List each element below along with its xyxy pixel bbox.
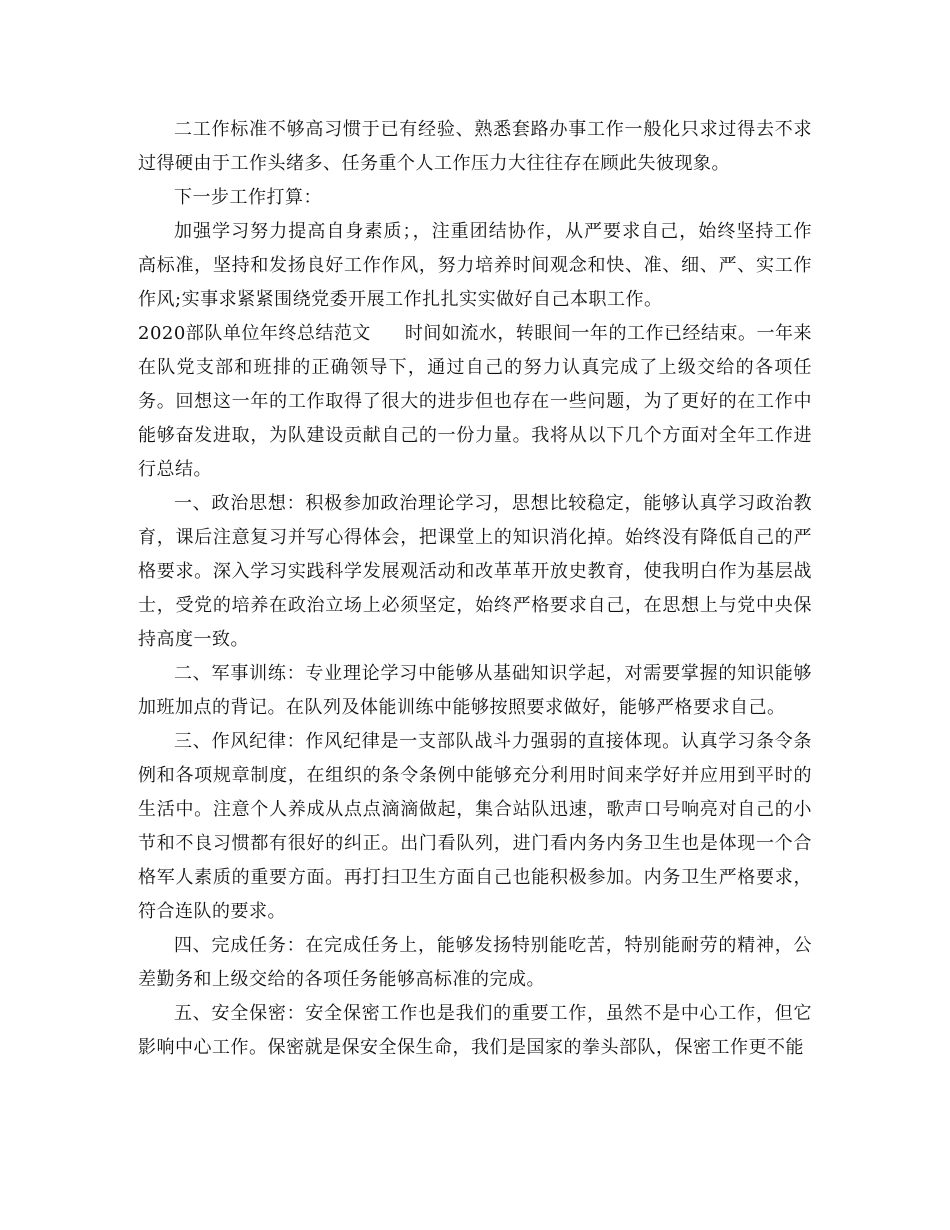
paragraph-discipline: 三、作风纪律：作风纪律是一支部队战斗力强弱的直接体现。认真学习条令条例和各项规章制度，在组织的条令条例中能够充分利用时间来学好并应用到平时的生活中。注意个人养成从点点滴滴做起，集合站队迅速，歌声口号响亮对自己的小节和不良习惯都有很好的纠正。出门看队列，进门看内务内务卫生也是体现一个合格军人素质的重要方面。再打扫卫生方面自己也能积极参加。内务卫生严格要求，符合连队的要求。 — [138, 731, 812, 922]
summary-title: 2020部队单位年终总结范文 — [138, 323, 371, 344]
paragraph-security: 五、安全保密：安全保密工作也是我们的重要工作，虽然不是中心工作，但它影响中心工作。保密就是保安全保生命，我们是国家的拳头部队，保密工作更不能 — [138, 1003, 812, 1058]
paragraph-military-training: 二、军事训练：专业理论学习中能够从基础知识学起，对需要掌握的知识能够加班加点的背记。在队列及体能训练中能够按照要求做好，能够严格要求自己。 — [138, 663, 812, 718]
paragraph-work-standard: 二工作标准不够高习惯于已有经验、熟悉套路办事工作一般化只求过得去不求过得硬由于工作头绪多、任务重个人工作压力大往往存在顾此失彼现象。 — [138, 119, 812, 174]
paragraph-political-thought: 一、政治思想：积极参加政治理论学习，思想比较稳定，能够认真学习政治教育，课后注意复习并写心得体会，把课堂上的知识消化掉。始终没有降低自己的严格要求。深入学习实践科学发展观活动和改革革开放史教育，使我明白作为基层战士，受党的培养在政治立场上必须坚定，始终严格要求自己，在思想上与党中央保持高度一致。 — [138, 493, 812, 650]
summary-intro-text: 时间如流水，转眼间一年的工作已经结束。一年来在队党支部和班排的正确领导下，通过自己的努力认真完成了上级交给的各项任务。回想这一年的工作取得了很大的进步但也存在一些问题，为了更好的在工作中能够奋发进取，为队建设贡献自己的一份力量。我将从以下几个方面对全年工作进行总结。 — [138, 323, 812, 480]
paragraph-next-step-plan: 加强学习努力提高自身素质；，注重团结协作，从严要求自己，始终坚持工作高标准，坚持和发扬良好工作作风，努力培养时间观念和快、准、细、严、实工作作风;实事求紧紧围绕党委开展工作扎扎实实做好自己本职工作。 — [138, 221, 812, 310]
paragraph-task-completion: 四、完成任务：在完成任务上，能够发扬特别能吃苦，特别能耐劳的精神，公差勤务和上级交给的各项任务能够高标准的完成。 — [138, 935, 812, 990]
document-body — [138, 113, 812, 1065]
paragraph-next-step-heading: 下一步工作打算： — [174, 187, 322, 208]
paragraph-summary-intro — [138, 317, 812, 487]
